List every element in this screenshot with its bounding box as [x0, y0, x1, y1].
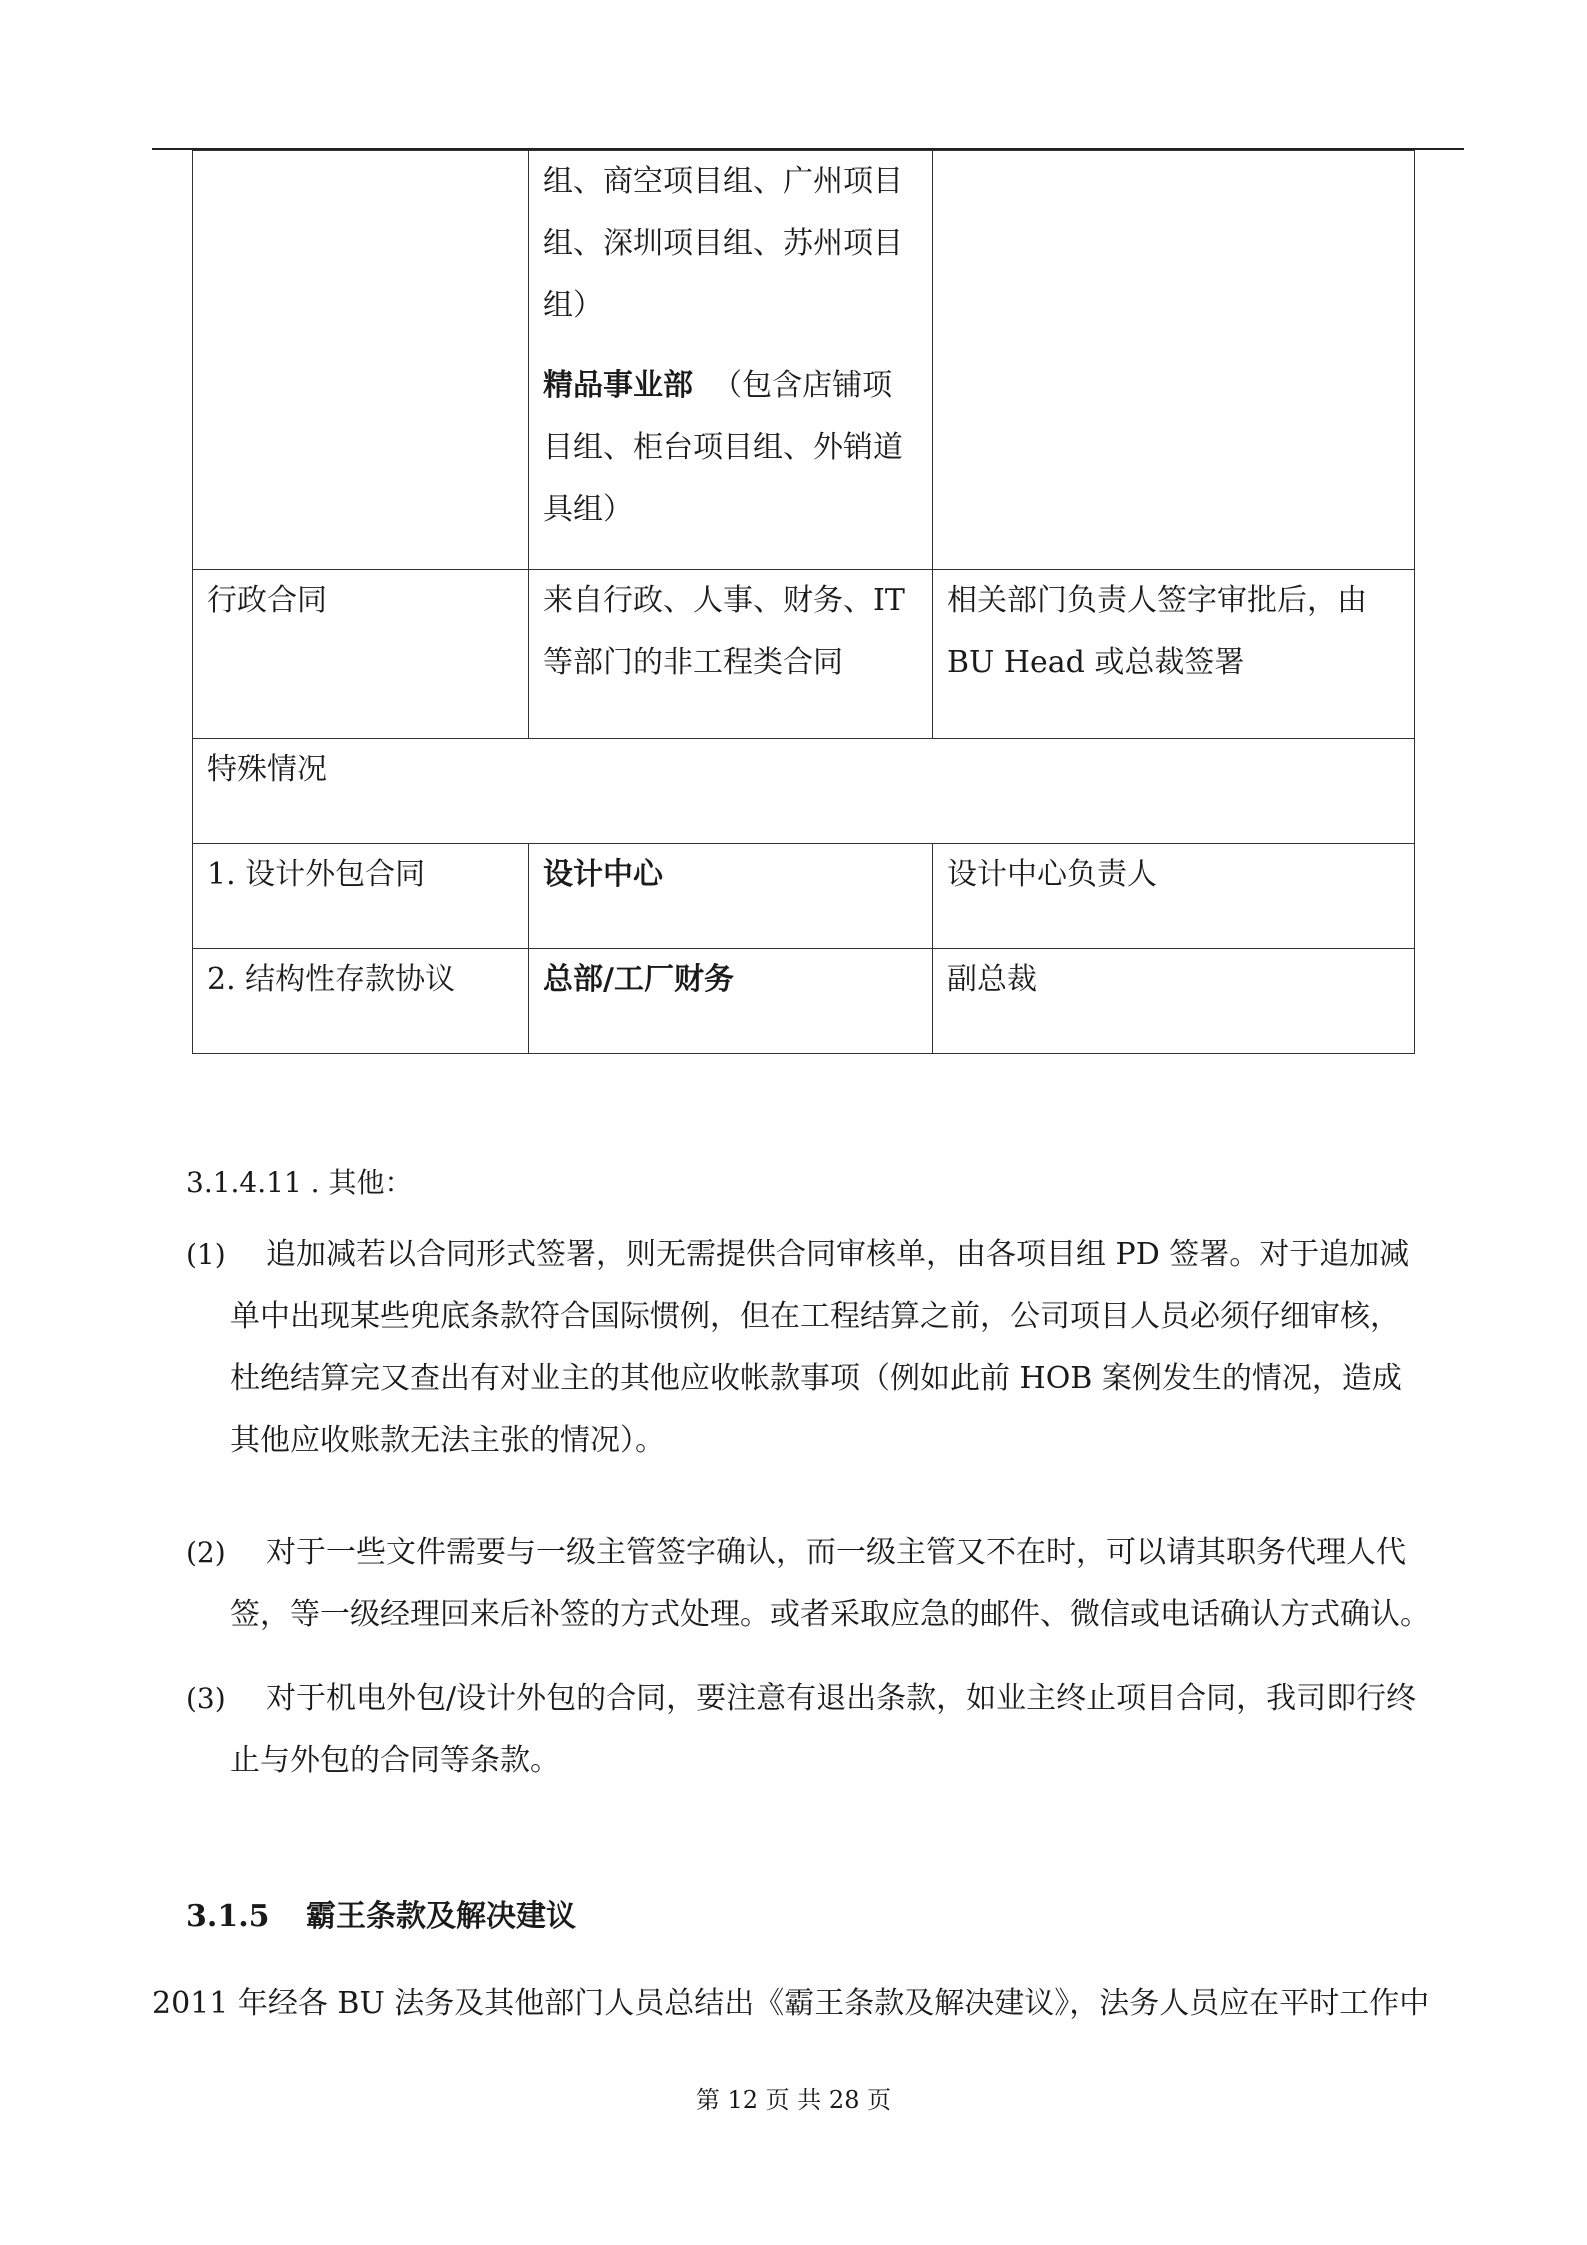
item-line: [186, 1668, 1476, 1730]
item-line: 杜绝结算完又查出有对业主的其他应收帐款事项（例如此前 HOB 案例发生的情况，造成: [230, 1361, 1402, 1396]
cell-text-line: 行政合同: [207, 583, 327, 618]
cell-text-line: 来自行政、人事、财务、IT: [543, 583, 905, 618]
signer-cell: 设计中心负责人: [933, 844, 1415, 949]
contract-approval-table: [192, 150, 1415, 1054]
item-line: [186, 1224, 1476, 1286]
contract-type-cell: [193, 570, 529, 739]
list-item: [186, 1668, 1476, 1792]
table-cell-empty: [193, 151, 529, 570]
cell-text-line: BU Head 或总裁签署: [947, 645, 1245, 680]
contract-type-cell: 1. 设计外包合同: [193, 844, 529, 949]
item-label: (3): [186, 1682, 226, 1715]
cell-text-line: 组）: [543, 288, 603, 323]
item-line: [186, 1522, 1476, 1584]
signer-cell: [933, 570, 1415, 739]
body-paragraph: 2011 年经各 BU 法务及其他部门人员总结出《霸王条款及解决建议》，法务人员应在平时工作中: [152, 1986, 1430, 2021]
cell-text-line: 相关部门负责人签字审批后，由: [947, 583, 1367, 618]
table-row: [193, 151, 1415, 570]
table-row: [193, 844, 1415, 949]
section-title: 3.1.4.11 . 其他：: [186, 1166, 413, 1199]
table-cell-empty: [933, 151, 1415, 570]
business-units-cell: [529, 151, 933, 570]
item-line: 签，等一级经理回来后补签的方式处理。或者采取应急的邮件、微信或电话确认方式确认。: [230, 1597, 1430, 1632]
cell-text-line: 组、商空项目组、广州项目: [543, 164, 903, 199]
item-label: (1): [186, 1238, 226, 1271]
item-text: 追加减若以合同形式签署，则无需提供合同审核单，由各项目组 PD 签署。对于追加减: [266, 1237, 1410, 1272]
section-number: 3.1.5: [186, 1899, 270, 1934]
item-line: 止与外包的合同等条款。: [230, 1743, 560, 1778]
unit-detail: （包含店铺项: [712, 368, 893, 403]
list-item: [186, 1224, 1476, 1472]
department-cell: 设计中心: [529, 844, 933, 949]
signer-cell: 副总裁: [933, 949, 1415, 1054]
table-row: [193, 739, 1415, 844]
item-text: 对于一些文件需要与一级主管签字确认，而一级主管又不在时，可以请其职务代理人代: [266, 1535, 1406, 1570]
unit-name: 精品事业部: [543, 368, 693, 403]
item-line: 单中出现某些兜底条款符合国际惯例，但在工程结算之前，公司项目人员必须仔细审核，: [230, 1299, 1400, 1334]
contract-source-cell: [529, 570, 933, 739]
page-footer: 第 12 页 共 28 页: [695, 2086, 892, 2114]
special-cases-header: 特殊情况: [193, 739, 1415, 844]
item-text: 对于机电外包/设计外包的合同，要注意有退出条款，如业主终止项目合同，我司即行终: [266, 1681, 1417, 1716]
item-line: 其他应收账款无法主张的情况）。: [230, 1423, 665, 1458]
section-heading: [186, 1892, 576, 1942]
cell-text-line: [543, 355, 918, 417]
contract-type-cell: 2. 结构性存款协议: [193, 949, 529, 1054]
department-cell: 总部/工厂财务: [529, 949, 933, 1054]
cell-text-line: 目组、柜台项目组、外销道: [543, 430, 903, 465]
section-heading-title: 霸王条款及解决建议: [306, 1899, 576, 1934]
cell-text-line: 组、深圳项目组、苏州项目: [543, 226, 903, 261]
list-item: [186, 1522, 1476, 1646]
item-label: (2): [186, 1536, 226, 1569]
table-row: [193, 570, 1415, 739]
cell-text-line: 具组）: [543, 492, 633, 527]
table-row: [193, 949, 1415, 1054]
cell-text-line: 等部门的非工程类合同: [543, 645, 843, 680]
